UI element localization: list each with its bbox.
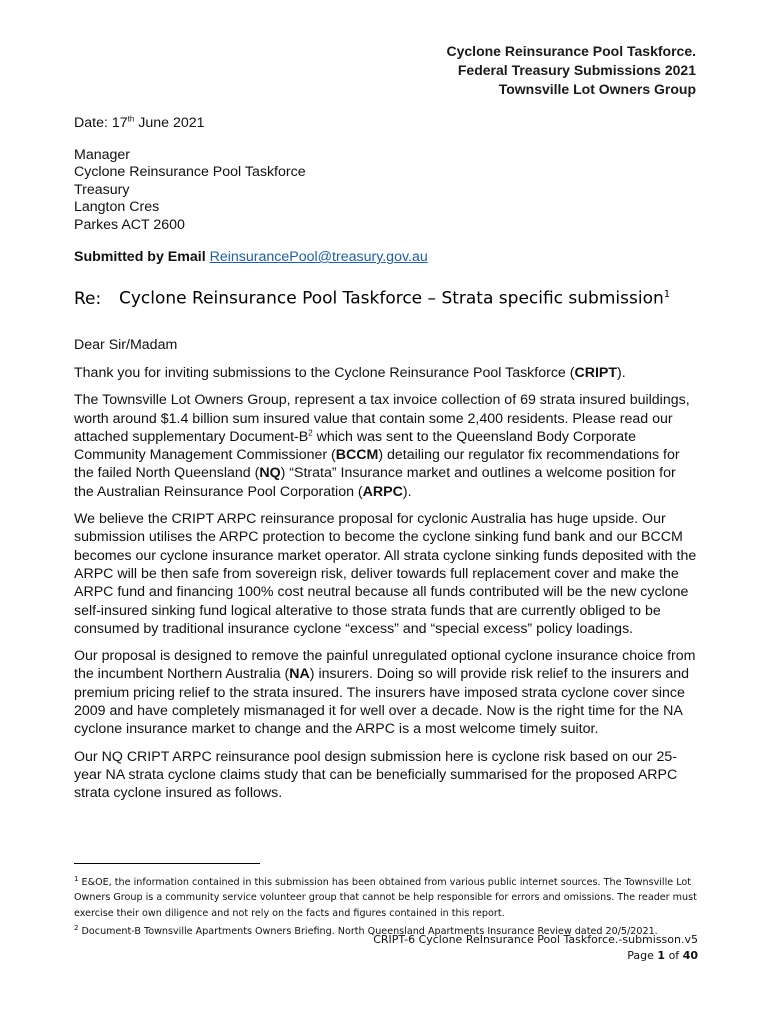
footer-document-name: CRIPT-6 Cyclone ReInsurance Pool Taskforce.-submisson.v5 — [373, 933, 698, 946]
address-line: Cyclone Reinsurance Pool Taskforce — [74, 164, 306, 181]
footnote-2: $^2$ Document-B Townsville Apartments Owners Briefing. North Queensland Apartments Insurance Review dated 20/5/2021. — [74, 924, 658, 938]
email-link[interactable]: ReinsurancePool@treasury.gov.au — [209, 249, 428, 265]
header-line-1: Cyclone Reinsurance Pool Taskforce. — [446, 43, 696, 59]
footnote-divider — [74, 863, 260, 864]
header-line-2: Federal Treasury Submissions 2021 — [457, 62, 696, 78]
subject-line — [74, 284, 670, 310]
subject-title: Cyclone Reinsurance Pool Taskforce – Strata specific submission — [119, 288, 664, 309]
address-line: Treasury — [74, 181, 130, 198]
paragraph-3: We believe the CRIPT ARPC reinsurance proposal for cyclonic Australia has huge upside. Our submission utilises the ARPC protection to become the cyclone sinking fund bank and our BCCM becomes our cyclone insurance market operator. All strata cyclone sinking funds deposited with the ARPC will be then safe from sovereign risk, deliver towards full replacement cover and make the ARPC fund and financing 100% cost neutral because all funds contributed will be the new cyclone self-insured sinking fund logical alterative to those strata funds that are currently obliged to be consumed by traditional insurance cyclone “excess” and “special excess” policy loadings. — [74, 511, 697, 637]
greeting: Dear Sir/Madam — [74, 337, 178, 353]
address-line: Manager — [74, 147, 130, 163]
page-footer — [373, 932, 698, 964]
recipient-address — [74, 147, 698, 234]
footnote-ref-1[interactable]: 1 — [663, 289, 671, 300]
document-header — [447, 42, 697, 99]
letter-body — [74, 364, 698, 812]
submitted-label: Submitted by Email — [74, 249, 210, 265]
footnote-ref-2[interactable]: 2 — [308, 428, 313, 438]
address-line: Parkes ACT 2600 — [74, 216, 185, 233]
paragraph-1: Thank you for inviting submissions to the Cyclone Reinsurance Pool Taskforce (CRIPT). — [74, 365, 626, 381]
paragraph-5: Our NQ CRIPT ARPC reinsurance pool design submission here is cyclone risk based on our 25-year NA strata cyclone claims study that can be beneficially summarised for the proposed ARPC strata cyclone insured as follows. — [74, 748, 678, 802]
submitted-by-email — [74, 248, 698, 266]
paragraph-4: Our proposal is designed to remove the painful unregulated optional cyclone insurance choice from the incumbent Northern Australia (NA) insurers. Doing so will provide risk relief to the insurers and premium pricing relief to the strata insured. The insurers have imposed strata cyclone cover since 2009 and have completely mismanaged it for well over a decade. Now is the right time for the NA cyclone insurance market to change and the ARPC is a most welcome timely suitor. — [74, 648, 696, 738]
page-number: Page 1 of 40 — [627, 949, 698, 962]
subject-label: Re: — [74, 288, 102, 309]
address-line: Langton Cres — [74, 199, 160, 216]
paragraph-2: The Townsville Lot Owners Group, represent a tax invoice collection of 69 strata insured buildings, worth around $1.4 billion sum insured value that contain some 2,400 residents. Please read our attached supplementary Document-$B^2$ which was sent to the Queensland Body Corporate Community Management Commissioner (BCCM) detailing our regulator fix recommendations for the failed North Queensland (NQ) “Strata” Insurance market and outlines a welcome position for the Australian Reinsurance Pool Corporation (ARPC). — [74, 392, 690, 500]
header-line-3: Townsville Lot Owners Group — [498, 81, 696, 97]
footnote-1: $^1$ E&OE, the information contained in this submission has been obtained from various public internet sources. The Townsville Lot Owners Group is a community service volunteer group that cannot be help responsible for errors and omissions. The reader must exercise their own diligence and not rely on the facts and figures contained in this report. — [74, 875, 697, 919]
date-line: Date: 17th June 2021 — [74, 114, 205, 131]
footnotes — [74, 872, 704, 940]
